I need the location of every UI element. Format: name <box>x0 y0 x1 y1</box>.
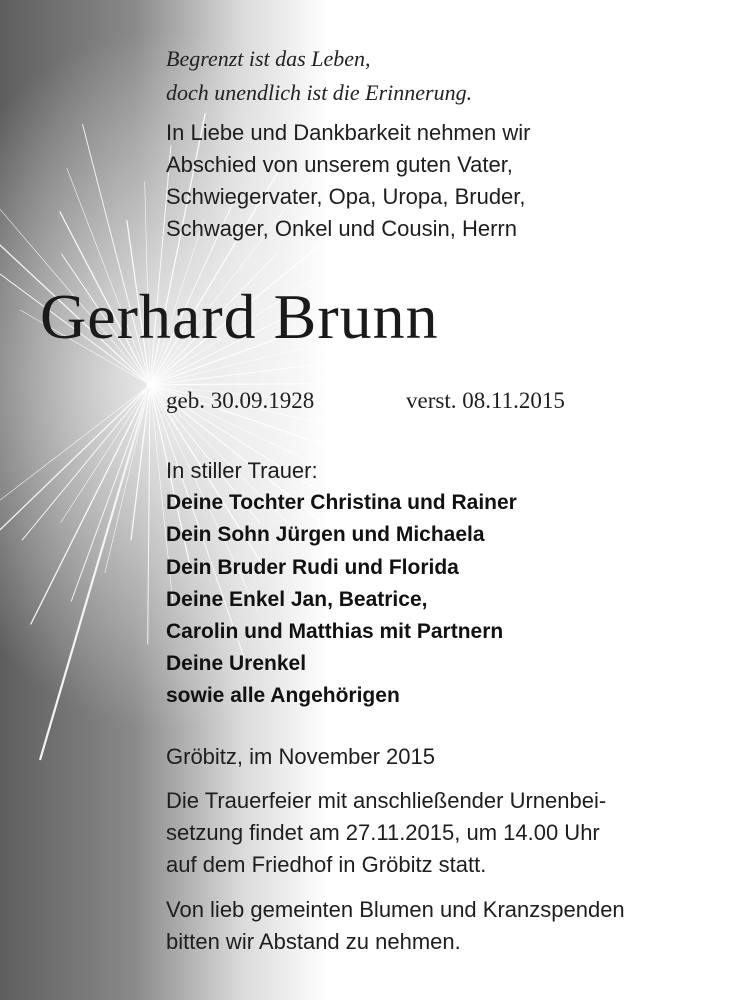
mourner-line: Deine Urenkel <box>166 652 307 675</box>
closing-line: bitten wir Abstand zu nehmen. <box>166 929 461 954</box>
mourners-heading: In stiller Trauer: <box>166 458 318 483</box>
deceased-name: Gerhard Brunn <box>40 281 439 352</box>
quote-line: Begrenzt ist das Leben, <box>166 46 371 71</box>
quote-line: doch unendlich ist die Erinnerung. <box>166 80 473 105</box>
death-date: verst. 08.11.2015 <box>406 388 565 413</box>
birth-date: geb. 30.09.1928 <box>166 388 315 413</box>
mourner-line: Dein Bruder Rudi und Florida <box>166 556 459 579</box>
ceremony-line: Die Trauerfeier mit anschließender Urnenbei- <box>166 788 607 813</box>
mourner-line: Carolin und Matthias mit Partnern <box>166 620 504 643</box>
intro-line: In Liebe und Dankbarkeit nehmen wir <box>166 120 531 145</box>
place-date: Gröbitz, im November 2015 <box>166 744 435 769</box>
intro-line: Schwiegervater, Opa, Uropa, Bruder, <box>166 184 526 209</box>
ceremony-line: auf dem Friedhof in Gröbitz statt. <box>166 852 487 877</box>
mourner-line: Deine Tochter Christina und Rainer <box>166 491 517 514</box>
mourner-line: Deine Enkel Jan, Beatrice, <box>166 588 428 611</box>
ceremony-line: setzung findet am 27.11.2015, um 14.00 Uhr <box>166 820 600 845</box>
closing-line: Von lieb gemeinten Blumen und Kranzspenden <box>166 897 625 922</box>
intro-line: Abschied von unserem guten Vater, <box>166 152 513 177</box>
intro-line: Schwager, Onkel und Cousin, Herrn <box>166 216 517 241</box>
mourner-line: sowie alle Angehörigen <box>166 684 400 707</box>
mourner-line: Dein Sohn Jürgen und Michaela <box>166 523 485 546</box>
